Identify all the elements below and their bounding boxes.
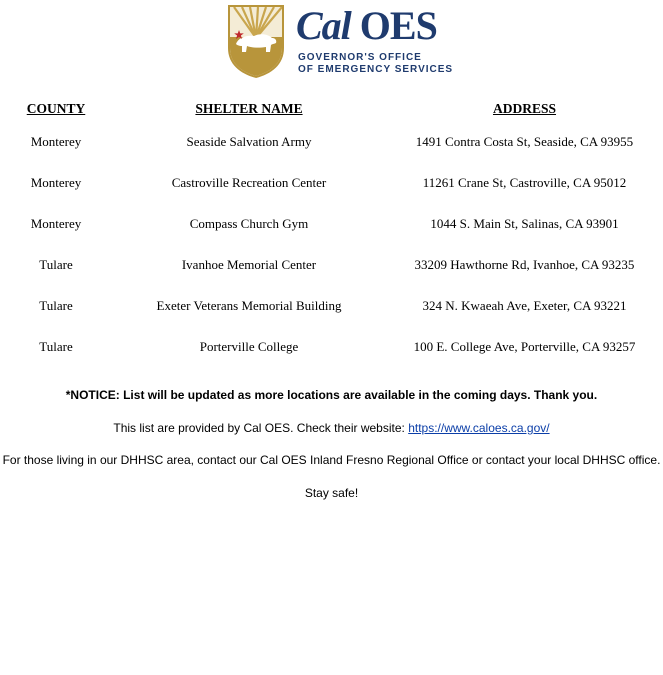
caloes-website-link[interactable]: https://www.caloes.ca.gov/	[408, 421, 550, 435]
header-county: COUNTY	[26, 101, 86, 116]
cell-county: Tulare	[39, 297, 73, 313]
cell-address: 33209 Hawthorne Rd, Ivanhoe, CA 93235	[414, 256, 635, 272]
cell-shelter-name: Compass Church Gym	[189, 215, 309, 231]
notice-text: *NOTICE: List will be updated as more locations are available in the coming days. Thank you.	[65, 388, 598, 402]
cell-shelter-name: Ivanhoe Memorial Center	[181, 256, 317, 272]
provided-by-text	[0, 421, 663, 435]
sign-off-text: Stay safe!	[304, 486, 359, 500]
cell-address: 100 E. College Ave, Porterville, CA 93257	[413, 338, 636, 354]
cell-shelter-name: Castroville Recreation Center	[171, 174, 327, 190]
cell-county: Tulare	[39, 338, 73, 354]
header-shelter-name: SHELTER NAME	[195, 101, 303, 116]
cal-oes-shield-icon	[226, 4, 286, 78]
header-address: ADDRESS	[492, 101, 557, 116]
table-row	[0, 285, 663, 326]
cell-county: Monterey	[30, 174, 82, 190]
logo-subtitle-line2: OF EMERGENCY SERVICES	[298, 64, 454, 75]
cell-county: Tulare	[39, 256, 73, 272]
table-row	[0, 244, 663, 285]
wordmark-cal: Cal	[296, 3, 351, 48]
cal-oes-wordmark	[296, 4, 437, 48]
table-row	[0, 162, 663, 203]
cell-county: Monterey	[30, 215, 82, 231]
cell-shelter-name: Exeter Veterans Memorial Building	[156, 297, 342, 313]
cell-shelter-name: Seaside Salvation Army	[186, 133, 312, 149]
cell-shelter-name: Porterville College	[199, 338, 299, 354]
table-header-row	[0, 97, 663, 121]
cell-county: Monterey	[30, 133, 82, 149]
cell-address: 1044 S. Main St, Salinas, CA 93901	[430, 215, 619, 231]
shelter-table	[0, 97, 663, 367]
provided-by-prefix: This list are provided by Cal OES. Check their website:	[113, 421, 409, 435]
contact-text: For those living in our DHHSC area, contact our Cal OES Inland Fresno Regional Office or contact your local DHHSC office.	[2, 453, 661, 467]
cell-address: 1491 Contra Costa St, Seaside, CA 93955	[415, 133, 634, 149]
cell-address: 324 N. Kwaeah Ave, Exeter, CA 93221	[422, 297, 627, 313]
wordmark-oes: OES	[359, 3, 437, 48]
table-row	[0, 121, 663, 162]
table-row	[0, 203, 663, 244]
logo-subtitle-line1: GOVERNOR'S OFFICE	[298, 52, 422, 63]
cell-address: 11261 Crane St, Castroville, CA 95012	[422, 174, 627, 190]
cal-oes-logo	[226, 3, 454, 80]
table-row	[0, 326, 663, 367]
